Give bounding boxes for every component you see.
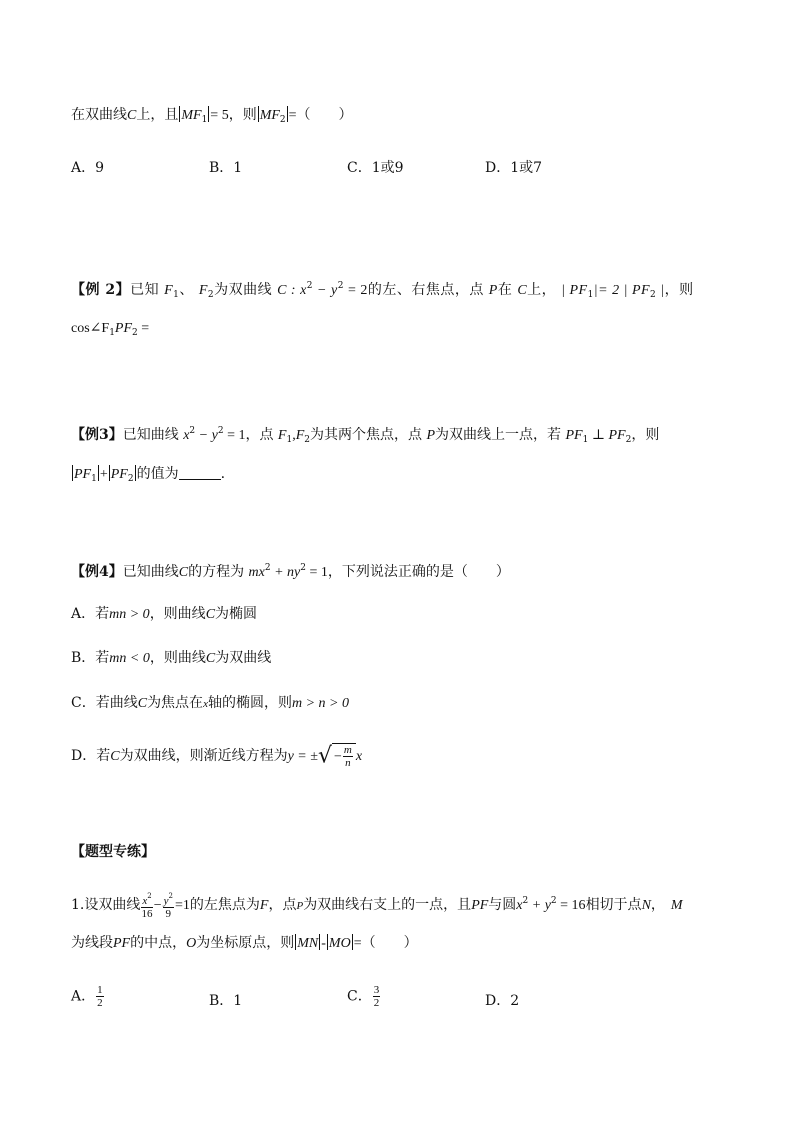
practice-q1-line2: 为线段PF的中点，O为坐标原点，则 MN - MO =（ ）	[71, 935, 418, 951]
example-4-option-d[interactable]: D．若C为双曲线，则渐近线方程为y = ±√ − $\frac{m}{n}$ x	[71, 743, 363, 769]
q0-stem: 在双曲线C上，且 $MF_1 = 5$，则 $MF_2$ =（ ）	[71, 107, 353, 125]
practice-title: 【题型专练】	[71, 844, 155, 860]
example-2-cos: $\cos\angle F_1PF_2$ =	[71, 321, 150, 338]
q0-option-b[interactable]: B．1	[209, 160, 243, 176]
example-4-option-b[interactable]: B．若mn < 0，则曲线C为双曲线	[71, 650, 272, 666]
example-4: 【例4】已知曲线C的方程为 $mx^2 + ny^2 = 1$，下列说法正确的是（ ）	[71, 563, 510, 580]
example-3: 【例3】已知曲线 $x^2 - y^2 = 1$，点 $F_1,F_2$为其两个焦点，点 P为双曲线上一点，若 $PF_1$ ⊥ $PF_2$，则	[71, 426, 660, 445]
example-4-option-a[interactable]: A．若mn > 0，则曲线C为椭圆	[71, 606, 258, 622]
var-C: C	[127, 108, 137, 123]
practice-option-d[interactable]: D．2	[485, 993, 520, 1009]
practice-q1: 1.设双曲线 $\frac{x^2}{16}$ − $\frac{y^2}{9}$ =1的左焦点为F，点P为双曲线右支上的一点，且PF与圆$x^2 + y^2 = 16$相切于点N， M	[71, 892, 683, 920]
q0-option-d[interactable]: D．1或7	[485, 160, 543, 176]
example-4-option-c[interactable]: C．若曲线C为焦点在x轴的椭圆，则m > n > 0	[71, 695, 349, 711]
q0-option-a[interactable]: A．9	[71, 160, 105, 176]
example-2: 【例 2】已知 $F_1$、 $F_2$为双曲线 C : $x^2 - y^2 = 2$的左、右焦点，点 P在 C上， | $PF_1|= 2$ | $PF_2$ |，则	[71, 281, 694, 300]
practice-option-b[interactable]: B．1	[209, 993, 243, 1009]
practice-option-c[interactable]: C． $\frac{3}{2}$	[347, 984, 380, 1009]
q0-option-c[interactable]: C．1或9	[347, 160, 404, 176]
example-3-sum: $PF_1 + PF_2$ 的值为 .	[74, 466, 226, 484]
answer-blank[interactable]	[179, 467, 221, 480]
practice-option-a[interactable]: A． $\frac{1}{2}$	[71, 984, 103, 1009]
sqrt-expression: √ − $\frac{m}{n}$	[318, 743, 356, 769]
